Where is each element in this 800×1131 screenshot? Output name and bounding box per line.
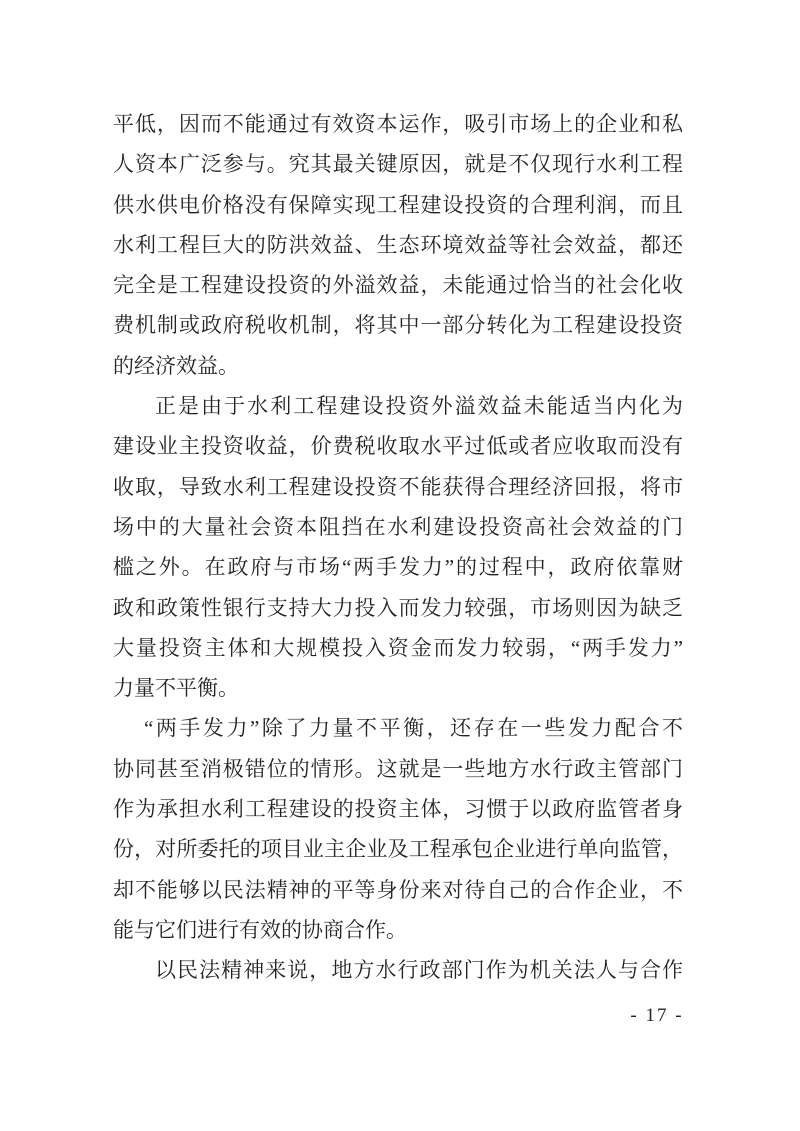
text-line: 平低，因而不能通过有效资本运作，吸引市场上的企业和私 bbox=[113, 112, 683, 136]
text-line: 正是由于水利工程建设投资外溢效益未能适当内化为 bbox=[155, 394, 683, 419]
text-line: 以民法精神来说，地方水行政部门作为机关法人与合作 bbox=[155, 958, 683, 983]
text-line: “两手发力”除了力量不平衡，还存在一些发力配合不 bbox=[144, 716, 683, 741]
text-line: 场中的大量社会资本阻挡在水利建设投资高社会效益的门 bbox=[113, 514, 683, 539]
text-line: 作为承担水利工程建设的投资主体，习惯于以政府监管者身 bbox=[113, 797, 683, 822]
text-line: 供水供电价格没有保障实现工程建设投资的合理利润，而且 bbox=[113, 192, 683, 217]
text-line: 水利工程巨大的防洪效益、生态环境效益等社会效益，都还 bbox=[113, 232, 683, 257]
paragraph bbox=[113, 950, 683, 990]
text-line: 政和政策性银行支持大力投入而发力较强，市场则因为缺乏 bbox=[113, 595, 683, 620]
text-line: 份，对所委托的项目业主企业及工程承包企业进行单向监管， bbox=[113, 837, 683, 862]
text-line: 建设业主投资收益，价费税收取水平过低或者应收取而没有 bbox=[113, 434, 683, 459]
text-line: 槛之外。在政府与市场“两手发力”的过程中，政府依靠财 bbox=[113, 555, 683, 580]
paragraph bbox=[113, 708, 683, 950]
text-line: 人资本广泛参与。究其最关键原因，就是不仅现行水利工程 bbox=[113, 152, 683, 177]
text-line: 收取，导致水利工程建设投资不能获得合理经济回报，将市 bbox=[113, 474, 683, 499]
paragraph bbox=[113, 386, 683, 708]
page-number: - 17 - bbox=[630, 1005, 684, 1026]
document-body bbox=[113, 104, 683, 991]
text-line: 完全是工程建设投资的外溢效益，未能通过恰当的社会化收 bbox=[113, 273, 683, 298]
text-line: 大量投资主体和大规模投入资金而发力较弱，“两手发力” bbox=[113, 635, 683, 660]
text-line: 的经济效益。 bbox=[113, 353, 239, 378]
text-line: 协同甚至消极错位的情形。这就是一些地方水行政主管部门 bbox=[113, 756, 683, 781]
text-line: 能与它们进行有效的协商合作。 bbox=[113, 917, 407, 942]
text-line: 费机制或政府税收机制，将其中一部分转化为工程建设投资 bbox=[113, 313, 683, 338]
text-line: 却不能够以民法精神的平等身份来对待自己的合作企业，不 bbox=[113, 877, 683, 902]
text-line: 力量不平衡。 bbox=[113, 676, 239, 701]
paragraph bbox=[113, 104, 683, 386]
